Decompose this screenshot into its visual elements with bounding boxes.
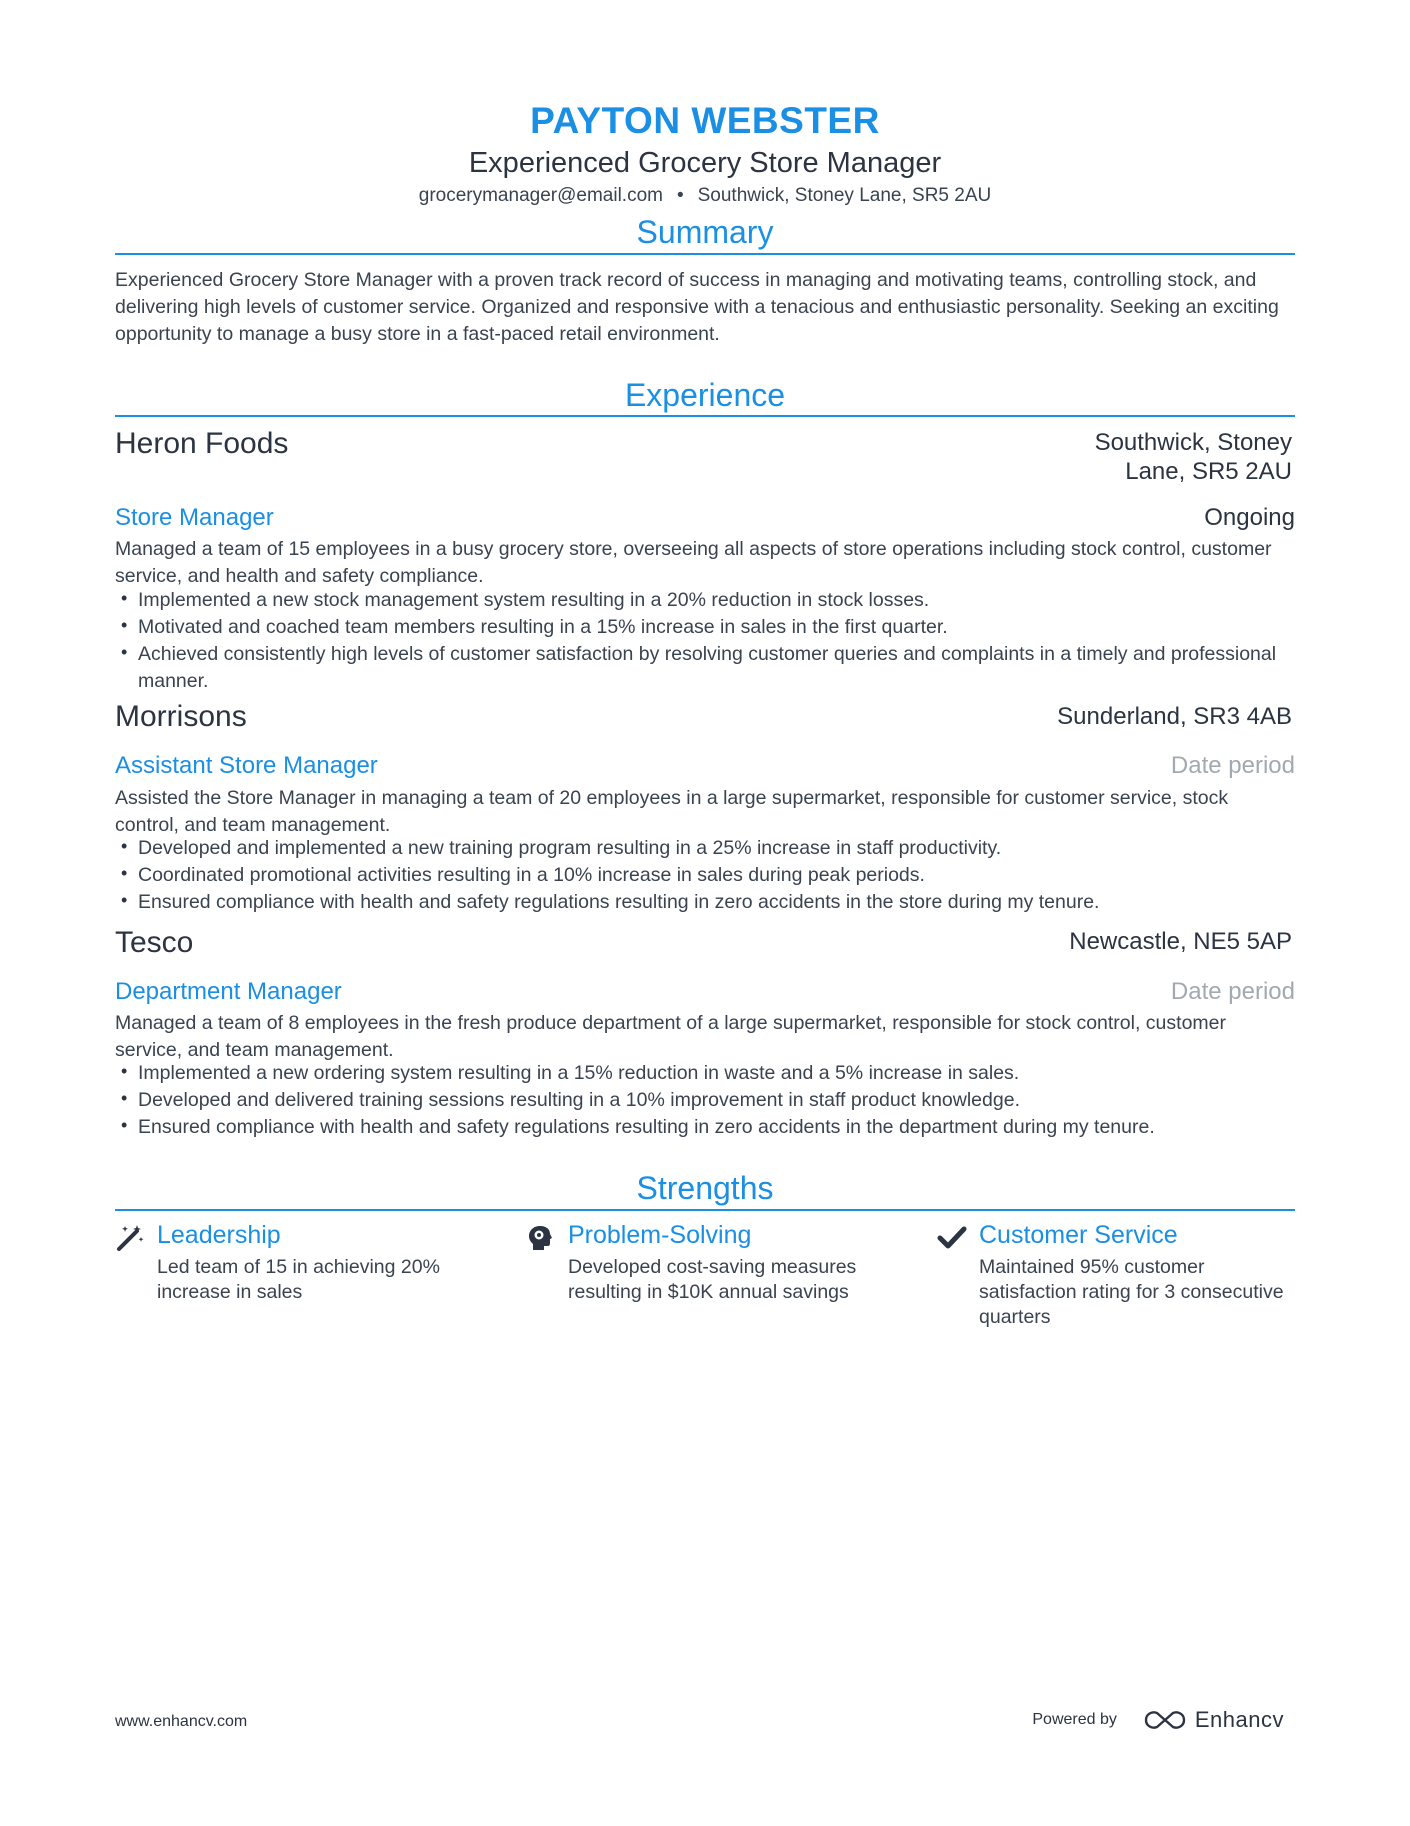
job-location: Southwick, Stoney Lane, SR5 2AU [1094,429,1292,485]
list-item: • Implemented a new stock management system resulting in a 20% reduction in stock losses. [115,587,1295,614]
candidate-title: Experienced Grocery Store Manager [468,147,942,179]
strength-title: Problem-Solving [568,1221,752,1249]
strength-title: Customer Service [979,1221,1178,1249]
job-date: Ongoing [1204,504,1295,531]
list-item: • Developed and implemented a new training program resulting in a 25% increase in staff productivity. [115,835,1295,862]
summary-divider [115,253,1295,255]
job-date: Date period [1170,752,1295,779]
list-item: • Achieved consistently high levels of customer satisfaction by resolving customer queries and complaints in a timely and professional manner. [115,641,1295,695]
head-brain-icon [526,1223,556,1253]
job-date: Date period [1170,978,1295,1005]
powered-by-label: Powered by [1032,1711,1117,1728]
address-text: Southwick, Stoney Lane, SR5 2AU [697,185,992,206]
job-description: Managed a team of 8 employees in the fresh produce department of a large supermarket, responsible for stock control, customer service, and team management. [115,1012,1226,1061]
job-location: Sunderland, SR3 4AB [1057,703,1292,730]
job-description: Managed a team of 15 employees in a busy grocery store, overseeing all aspects of store operations including stock control, customer service, and health and safety compliance. [115,538,1272,587]
strength-description: Developed cost-saving measures resulting in $10K annual savings [568,1256,857,1303]
list-item: • Developed and delivered training sessions resulting in a 10% improvement in staff product knowledge. [115,1087,1295,1114]
strengths-heading: Strengths [636,1170,774,1206]
job-bullets [115,835,1295,916]
job-company: Tesco [115,926,194,959]
contact-line [115,182,1295,210]
job-company: Heron Foods [115,427,289,460]
job-description: Assisted the Store Manager in managing a team of 20 employees in a large supermarket, responsible for customer service, stock control, and team management. [115,787,1229,836]
resume-header [115,98,1295,210]
experience-heading: Experience [624,377,786,413]
strengths-divider [115,1209,1295,1211]
list-item: • Ensured compliance with health and safety regulations resulting in zero accidents in the department during my tenure. [115,1114,1295,1141]
strength-description: Led team of 15 in achieving 20% increase in sales [157,1256,440,1303]
job-role: Store Manager [115,504,274,531]
job-role: Assistant Store Manager [115,752,378,779]
footer-website-link[interactable]: www.enhancv.com [115,1713,248,1730]
candidate-name: PAYTON WEBSTER [530,100,880,141]
job-bullets [115,1060,1295,1141]
job-company: Morrisons [115,700,247,733]
job-role: Department Manager [115,978,342,1005]
experience-divider [115,415,1295,417]
brand-name[interactable]: Enhancv [1194,1707,1284,1732]
summary-heading: Summary [636,214,774,250]
list-item: • Implemented a new ordering system resulting in a 15% reduction in waste and a 5% increase in sales. [115,1060,1295,1087]
job-bullets [115,587,1295,695]
checkmark-icon [937,1223,967,1253]
enhancv-logo-icon [1143,1708,1187,1732]
contact-separator: • [676,185,684,206]
summary-text: Experienced Grocery Store Manager with a proven track record of success in managing and motivating teams, controlling stock, and delivering high levels of customer service. Organized and responsive with a tenacious and enthusiastic personality. Seeking an exciting opportunity to manage a busy store in a fast-paced retail environment. [115,269,1279,345]
strength-description: Maintained 95% customer satisfaction rating for 3 consecutive quarters [979,1256,1284,1328]
list-item: • Motivated and coached team members resulting in a 15% increase in sales in the first quarter. [115,614,1295,641]
footer-branding [1032,1702,1284,1738]
email-link[interactable]: grocerymanager@email.com [418,185,663,206]
magic-wand-icon [115,1223,145,1253]
list-item: • Ensured compliance with health and safety regulations resulting in zero accidents in the store during my tenure. [115,889,1295,916]
list-item: • Coordinated promotional activities resulting in a 10% increase in sales during peak periods. [115,862,1295,889]
strength-title: Leadership [157,1221,281,1249]
job-location: Newcastle, NE5 5AP [1069,928,1292,955]
